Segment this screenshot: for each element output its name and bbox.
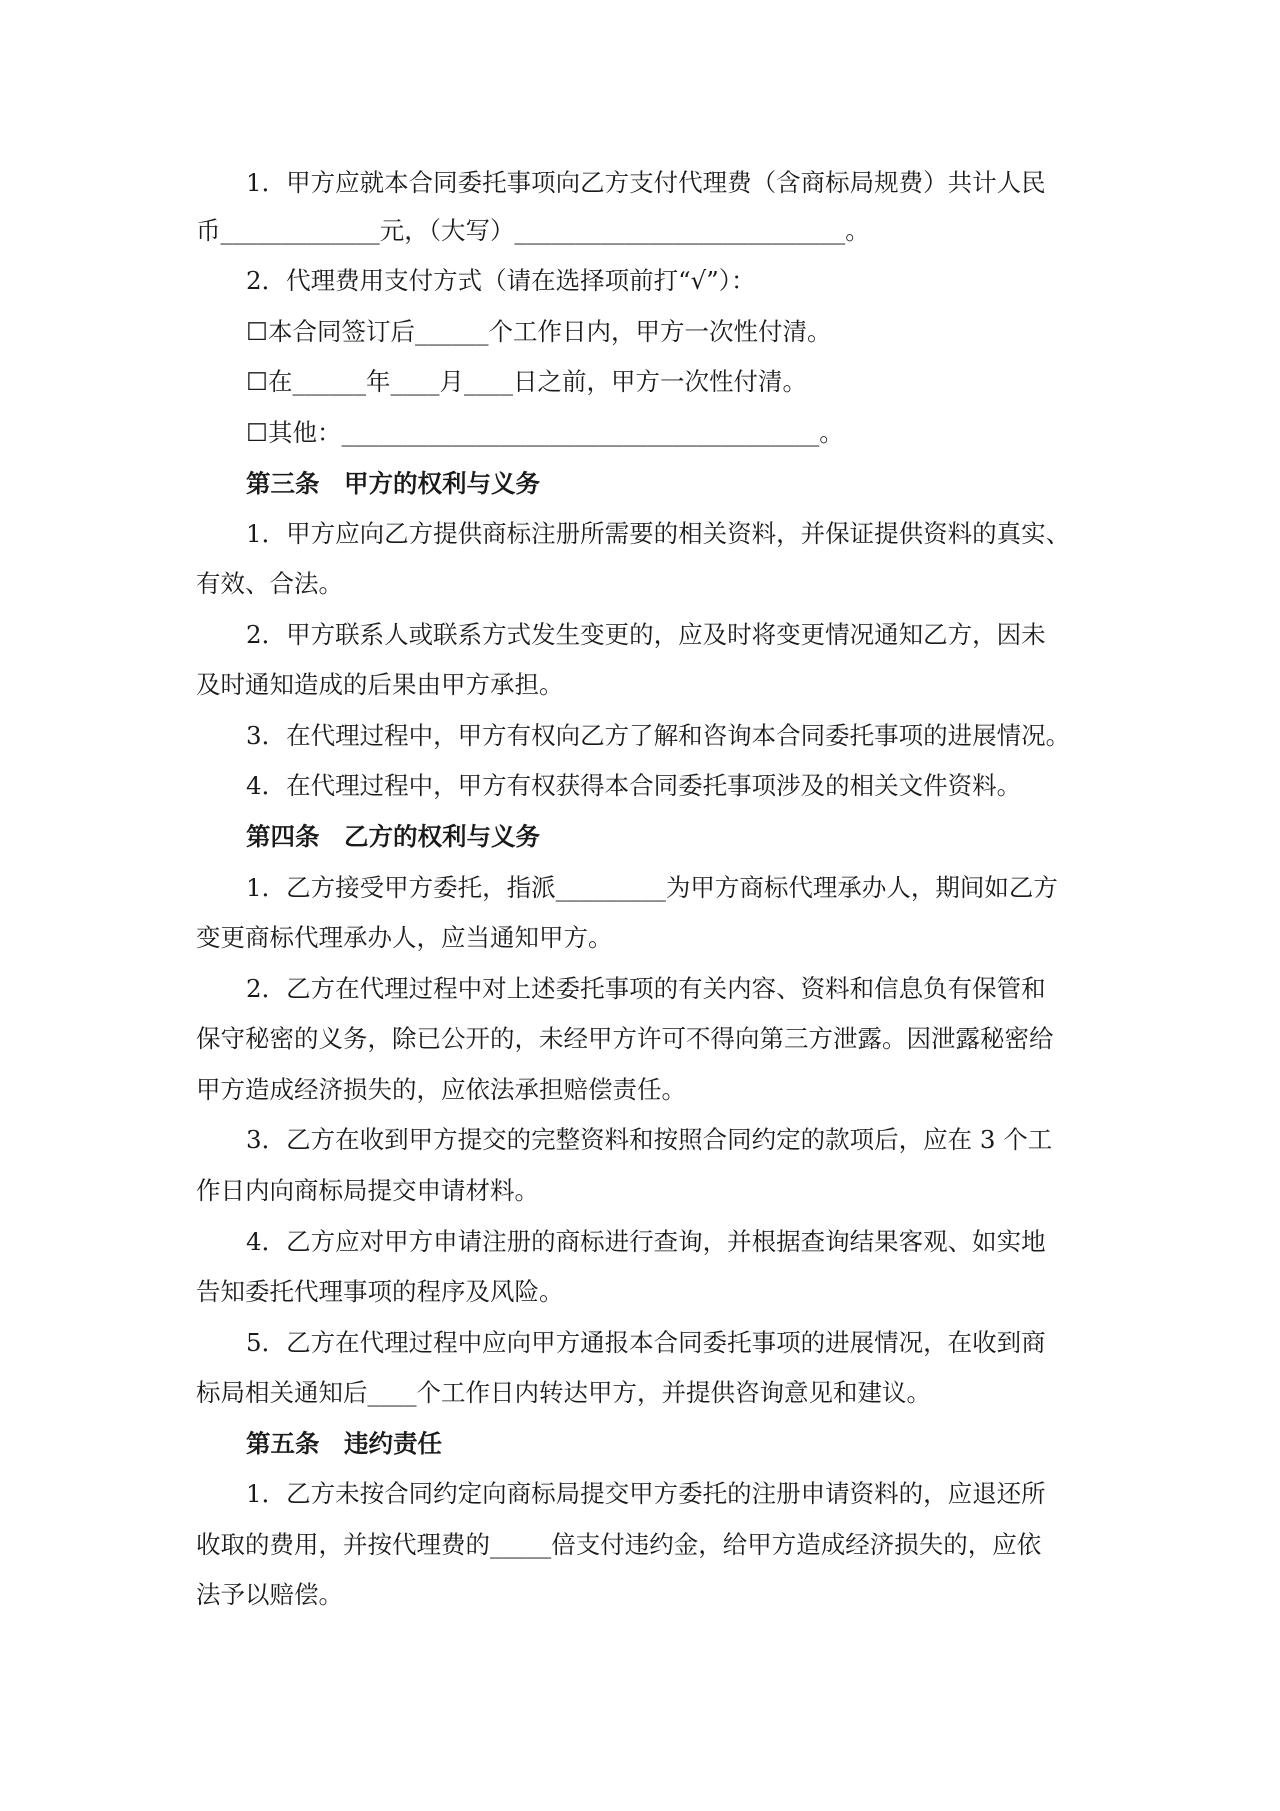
payment-item-2: 2．代理费用支付方式（请在选择项前打“√”）： [246,266,756,295]
article-3-item-4: 4．在代理过程中，甲方有权获得本合同委托事项涉及的相关文件资料。 [246,771,1022,800]
payment-item-1-line-1: 1．甲方应就本合同委托事项向乙方支付代理费（含商标局规费）共计人民 [246,168,1046,197]
article-5-item-1-line-2: 收取的费用，并按代理费的_____倍支付违约金，给甲方造成经济损失的，应依 [196,1530,1042,1559]
article-3-item-3: 3．在代理过程中，甲方有权向乙方了解和咨询本合同委托事项的进展情况。 [246,721,1071,750]
article-4-item-1-line-1: 1．乙方接受甲方委托，指派_________为甲方商标代理承办人，期间如乙方 [246,873,1058,902]
article-3-item-2-line-2: 及时通知造成的后果由甲方承担。 [196,670,564,699]
article-4-item-4-line-2: 告知委托代理事项的程序及风险。 [196,1277,564,1306]
payment-option-3: ☐其他：_______________________________________。 [246,418,844,447]
article-4-item-3-line-1: 3．乙方在收到甲方提交的完整资料和按照合同约定的款项后，应在 3 个工 [246,1125,1053,1154]
payment-option-1: ☐本合同签订后______个工作日内，甲方一次性付清。 [246,317,832,346]
article-3-title: 第三条 甲方的权利与义务 [246,469,540,498]
payment-option-2: ☐在______年____月____日之前，甲方一次性付清。 [246,367,807,396]
article-4-item-1-line-2: 变更商标代理承办人，应当通知甲方。 [196,923,613,952]
article-4-title: 第四条 乙方的权利与义务 [246,822,540,851]
article-4-item-5-line-2: 标局相关通知后____个工作日内转达甲方，并提供咨询意见和建议。 [196,1378,931,1407]
article-4-item-2-line-2: 保守秘密的义务，除已公开的，未经甲方许可不得向第三方泄露。因泄露秘密给 [196,1024,1054,1053]
article-5-item-1-line-1: 1．乙方未按合同约定向商标局提交甲方委托的注册申请资料的，应退还所 [246,1479,1046,1508]
article-4-item-2-line-1: 2．乙方在代理过程中对上述委托事项的有关内容、资料和信息负有保管和 [246,974,1046,1003]
article-3-item-2-line-1: 2．甲方联系人或联系方式发生变更的，应及时将变更情况通知乙方，因未 [246,620,1046,649]
article-4-item-3-line-2: 作日内向商标局提交申请材料。 [196,1176,539,1205]
article-3-item-1-line-2: 有效、合法。 [196,569,343,598]
article-5-item-1-line-3: 法予以赔偿。 [196,1580,343,1609]
article-5-title: 第五条 违约责任 [246,1429,442,1458]
article-3-item-1-line-1: 1．甲方应向乙方提供商标注册所需要的相关资料，并保证提供资料的真实、 [246,519,1071,548]
payment-item-1-line-2: 币_____________元，（大写）___________________________。 [196,216,870,245]
article-4-item-5-line-1: 5．乙方在代理过程中应向甲方通报本合同委托事项的进展情况，在收到商 [246,1328,1046,1357]
article-4-item-2-line-3: 甲方造成经济损失的，应依法承担赔偿责任。 [196,1075,686,1104]
article-4-item-4-line-1: 4．乙方应对甲方申请注册的商标进行查询，并根据查询结果客观、如实地 [246,1227,1046,1256]
